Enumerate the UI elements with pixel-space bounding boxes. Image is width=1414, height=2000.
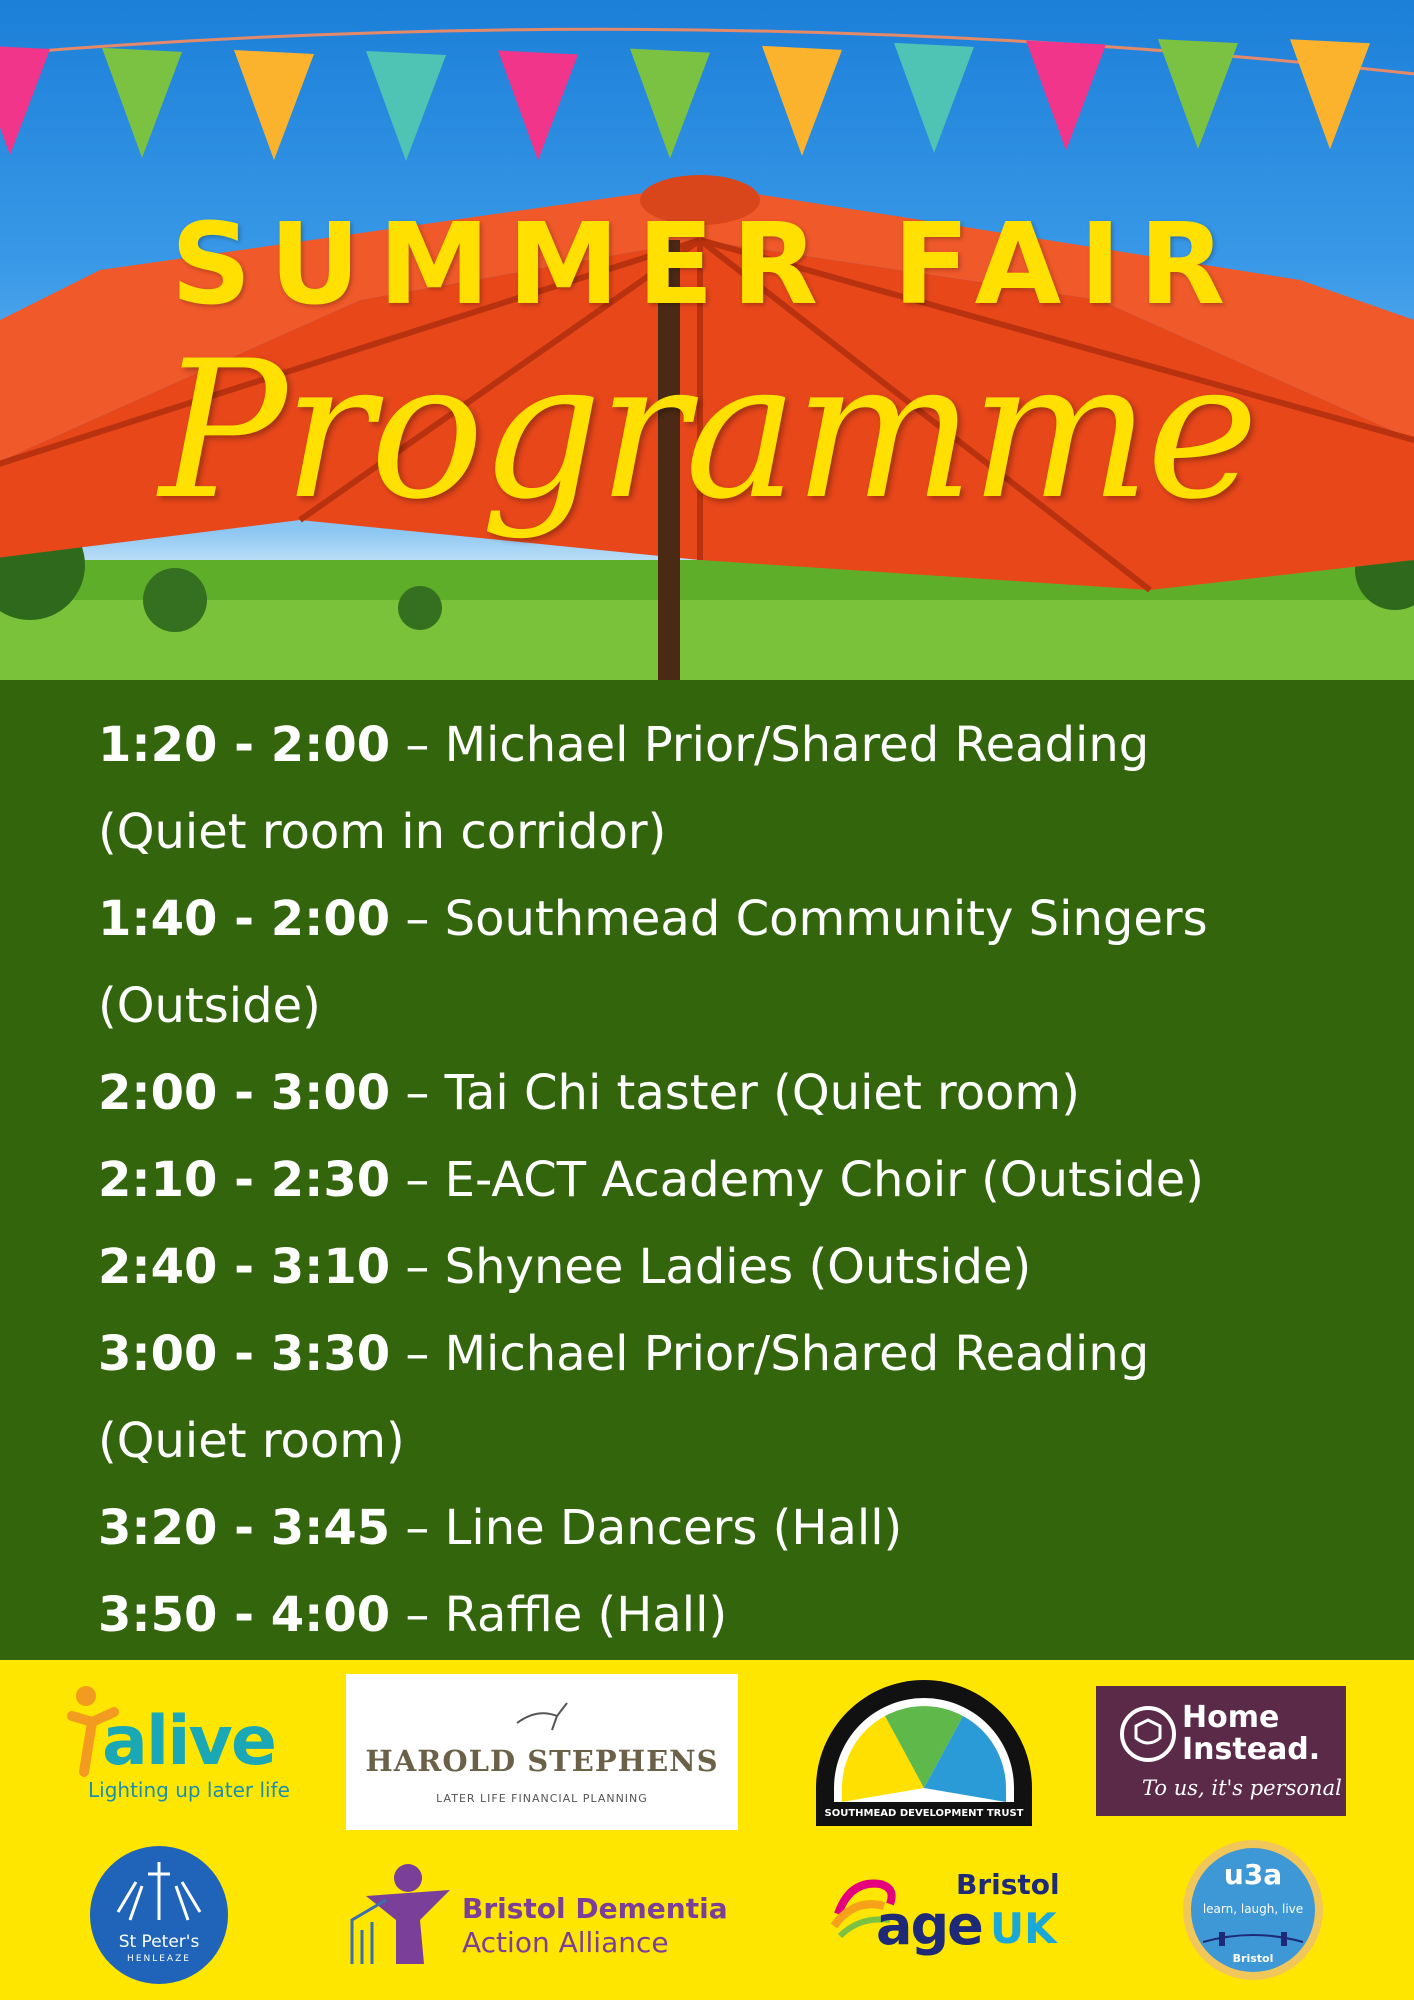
pheasant-icon <box>512 1688 572 1738</box>
u3a-logo <box>1183 1840 1323 1980</box>
bunting-flag <box>630 49 710 159</box>
schedule-activity: – Shynee Ladies (Outside) <box>390 1239 1032 1295</box>
st-peters-tagline: HENLEAZE <box>127 1954 191 1964</box>
age-uk-age: age <box>876 1894 982 1957</box>
schedule-item <box>98 1137 1378 1224</box>
age-uk-logo <box>830 1856 1060 1976</box>
schedule-activity: – Southmead Community Singers <box>390 891 1208 947</box>
sponsor-logos <box>0 1660 1414 2000</box>
bdaa-tagline: Action Alliance <box>462 1926 669 1959</box>
harold-stephens-name: HAROLD STEPHENS <box>365 1744 719 1778</box>
bunting-flag <box>366 51 446 161</box>
grass-foreground <box>0 600 1414 680</box>
bunting-flag <box>102 48 182 158</box>
schedule-time: 1:20 - 2:00 <box>98 717 391 773</box>
home-instead-name: Home Instead. <box>1182 1700 1321 1767</box>
u3a-tagline: learn, laugh, live <box>1202 1902 1304 1916</box>
alive-tagline: Lighting up later life <box>88 1778 290 1802</box>
hero-banner <box>0 0 1414 680</box>
bunting-flag <box>894 43 974 153</box>
schedule-time: 3:50 - 4:00 <box>98 1587 391 1643</box>
u3a-city: Bristol <box>1232 1952 1274 1965</box>
bdaa-name: Bristol Dementia <box>462 1892 728 1925</box>
harold-stephens-tagline: LATER LIFE FINANCIAL PLANNING <box>436 1792 648 1805</box>
schedule-location: (Outside) <box>98 978 321 1034</box>
schedule-list <box>98 702 1378 1659</box>
schedule-time: 3:20 - 3:45 <box>98 1500 391 1556</box>
schedule-time: 2:00 - 3:00 <box>98 1065 391 1121</box>
age-uk-city: Bristol <box>956 1868 1060 1901</box>
schedule-time: 3:00 - 3:30 <box>98 1326 391 1382</box>
u3a-name: u3a <box>1223 1858 1283 1891</box>
bunting-flag <box>498 50 578 160</box>
schedule-item <box>98 702 1378 876</box>
schedule-activity: – Michael Prior/Shared Reading <box>390 1326 1150 1382</box>
schedule-location: (Quiet room in corridor) <box>98 804 667 860</box>
tree <box>398 586 442 630</box>
home-instead-tagline: To us, it's personal <box>1142 1776 1342 1800</box>
schedule-activity: – Raffle (Hall) <box>390 1587 728 1643</box>
harold-stephens-logo <box>346 1674 738 1830</box>
schedule-item <box>98 1485 1378 1572</box>
st-peters-logo <box>90 1846 228 1984</box>
title-summer-fair: SUMMER FAIR <box>170 200 1244 330</box>
bunting-flag <box>1158 39 1238 149</box>
schedule-time: 1:40 - 2:00 <box>98 891 391 947</box>
title-programme: Programme <box>159 320 1255 541</box>
sdt-name: SOUTHMEAD DEVELOPMENT TRUST <box>824 1808 1024 1819</box>
schedule-location: (Quiet room) <box>98 1413 405 1469</box>
bunting-flag <box>762 46 842 156</box>
tree <box>143 568 207 632</box>
schedule-time: 2:40 - 3:10 <box>98 1239 391 1295</box>
schedule-item <box>98 1050 1378 1137</box>
schedule-activity: – Line Dancers (Hall) <box>390 1500 903 1556</box>
schedule-item <box>98 1311 1378 1485</box>
home-instead-flower-icon <box>1118 1704 1178 1764</box>
schedule-activity: – E-ACT Academy Choir (Outside) <box>390 1152 1204 1208</box>
bdaa-figure-icon <box>346 1860 456 1970</box>
st-peters-cross-icon <box>90 1850 228 1930</box>
bunting-flag <box>234 50 314 160</box>
schedule-time: 2:10 - 2:30 <box>98 1152 391 1208</box>
schedule-item <box>98 1224 1378 1311</box>
age-uk-uk: UK <box>990 1904 1057 1953</box>
southmead-development-trust-logo <box>812 1676 1036 1826</box>
sdt-arch-icon <box>812 1676 1036 1826</box>
programme-panel <box>0 680 1414 1660</box>
alive-wordmark: alive <box>102 1702 275 1781</box>
bunting-flag <box>1290 39 1370 149</box>
schedule-item <box>98 876 1378 1050</box>
schedule-item <box>98 1572 1378 1659</box>
bristol-dementia-logo <box>346 1860 726 1970</box>
st-peters-name: St Peter's <box>118 1932 200 1952</box>
bunting-flag <box>1026 40 1106 150</box>
schedule-activity: – Tai Chi taster (Quiet room) <box>390 1065 1080 1121</box>
bunting-flag <box>0 45 50 155</box>
alive-logo <box>62 1682 290 1802</box>
bridge-icon <box>1183 1928 1323 1948</box>
home-instead-logo <box>1096 1686 1346 1816</box>
schedule-activity: – Michael Prior/Shared Reading <box>390 717 1150 773</box>
